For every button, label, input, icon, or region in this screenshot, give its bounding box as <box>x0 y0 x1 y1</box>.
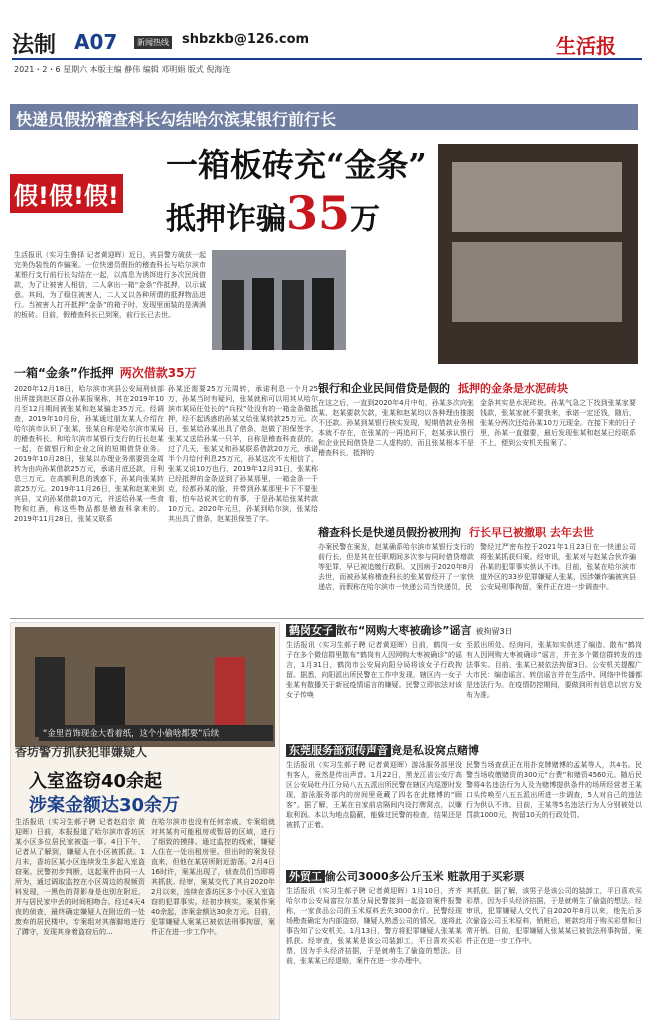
section-title: 法制 <box>12 32 57 58</box>
sec3-col1: 办案民警在案发，赵某确系哈尔滨市某银行支行的前行长，但是其在任职期间多次参与同时借贷增款等犯罪，早已被追缴行政职。又因病于2020年8月去世，而被孙某称稽查科长的张某曾经开了一家快递店，而假称在哈尔滨市一快递公司当快递员，民 <box>318 543 474 591</box>
banner-text: 快递员假扮稽查科长勾结哈尔滨某银行前行长 <box>16 110 337 129</box>
sec2-col1: 在这之后，一直到2020年4月中旬，孙某多次向张某、赵某要款欠款，张某和赵某均以各种理由推脱不还款。孙某到某银行核实发现，短期借款业务根本就不存在，在张某的一再追问下，赵某承认银行和企业民间借贷是二人虚构的，而且张某根本不是稽查科长，抵押的 <box>318 399 474 457</box>
page-number: A07 <box>74 30 118 54</box>
dateline: 2021・2・6 星期六 本版主编 静伟 编辑 邓明娟 版式 倪海连 <box>14 65 231 74</box>
art1-title: 散布“网购大枣被确诊”谣言 <box>336 624 472 637</box>
caption-bar <box>39 725 273 741</box>
art1-col1: 生活报讯（实习生郝子聘 记者黄迎晖）日前，鹤岗一女子在多个微信群里散布“鹤岗有人因网购大枣被确诊”的谣言，1月31日，鹤岗市公安局向阳分局将该女子行政拘留。据悉，向阳派出所民警在工作中发现，辖区内一女子张某有散播关于新冠疫情谣言的嫌疑。民警立即依法对该女子传唤 <box>286 641 462 699</box>
art2-badge: 东莞服务部预传声音 <box>286 744 391 757</box>
theft-col2: 在哈尔滨市也没有任何亲戚，专案组就对其某有可能租房或暂居的区域，进行了细致的摸排。通过监控的线索，嫌疑人住在一处出租房里。但出时的案发径直来，但他在某居所附近游荡。2月4日16时许，案某出现了，侦查员们当即将其抓获。经审，案某交代了其自2020年2月以来，连续在香坊区多个小区入室盗窃的犯罪事实。经初步核实，案某作案40余起，涉案金额达30余万元。目前，犯罪嫌疑人案某已被依法刑事拘留，案件正在进一步工作中。 <box>151 818 275 936</box>
photo-suitcase-brick <box>452 162 622 232</box>
art2-title: 竟是私设窝点赌博 <box>391 744 479 757</box>
art1-note: 被拘留3日 <box>475 627 513 636</box>
art3-col2: 其抓获。据了解，该男子是该公司的装卸工，平日喜欢买彩票，因为手头经济拮据，于是就萌生了偷盗的想法。经审讯，犯罪嫌疑人交代了自2020年8月以来，他先后多次偷盗公司玉米原料，销赃后，赃款均用于购买彩票和日常开销。目前，犯罪嫌疑人张某某已被依法刑事拘留，案件正在进一步工作中。 <box>466 887 642 945</box>
art3-badge: 外贸工 <box>286 870 325 883</box>
theft-head1: 入室盗窃40余起 <box>29 771 163 792</box>
theft-col1: 生活报讯（实习生郝子聘 记者赵启宗 黄迎晖）日前，本报报道了哈尔滨市香坊区某小区多位居民家被盗一事。4日下午，记者从了解到，嫌疑人在小区被抓获。1月末，香坊区某小区连续发生多起入室盗窃案。民警初步判断，这起案件由同一人所为，通过调取监控在小区周边的视频资料发现，一黑色的背影身是也别在附近，并与居民家中丢的时间相吻合。经过4天4夜的侦查，最终确定嫌疑人在附近的一处废弃的居民楼中。专案组对其落脚地进行了蹲守，发现其身着盗窃后的... <box>15 818 145 936</box>
art2-col2: 民警当场查获正在用扑克牌赌博的孟某等人，共4名。民警当场收缴赌资的300元“台费”和赌资4560元。随后民警将4名违法行为人及为赌博提供条件的场所经营者王某口头传唤至八五五派出所进一步调查，5人对自己的违法行为供认不讳。目前，王某等5名违法行为人分别被处以罚款1000元，拘留10天的行政处罚。 <box>466 761 642 819</box>
sec2-title-b: 抵押的金条是水泥砖块 <box>458 382 568 395</box>
masthead-rule <box>12 58 642 60</box>
headline <box>0 134 654 244</box>
horizontal-divider <box>10 618 644 619</box>
art1-badge: 鹤岗女子 <box>286 624 336 637</box>
photo-suitcase <box>438 144 638 364</box>
sec3-title-a: 稽查科长是快递员假扮被刑拘 <box>318 526 461 539</box>
headline-line2 <box>166 186 380 240</box>
photo-figure <box>252 278 274 350</box>
banner <box>10 104 638 130</box>
art3-header <box>286 868 642 884</box>
sec1-col2: 孙某还需要25万元周转，承诺利息一个月25万，孙某当时有疑问，张某就称可以用其从哈尔滨市某局任处长的“兵权”处没有的一箱金条做抵押，经不起诱惑的孙某又给张某转款25万元。次日，张某给孙某出具了借条，赵做了担保签字，张某又送给孙某一只羊，自称是稽查科查获的。过了几天，张某又和孙某联系借款20万元，承诺半个月给付利息25万元，孙某这次不太相信了，张某又说10万也行，2019年12月31日，张某称已经抵押的金条送到了孙某那里，一箱金条一千克，经都孙某的脸，并带到孙某那里卡下不要张看，怕车站说其它的有事，于是孙某给张某转款10万元。2020年元旦，孙某到哈尔滨，张某给其出具了借条，赵某担保签了字。 <box>168 385 318 523</box>
photo-police-group <box>212 250 346 350</box>
sec1-title-a: 一箱“金条”作抵押 <box>14 366 114 380</box>
lead-paragraph: 生活报讯（实习生鲁择 记者黄迎晖）近日，宾县警方破获一起完美伪装性的诈骗案。一位快递员假扮的稽查科长与哈尔滨市某银行支行前行长勾结在一起，以高息为诱饵进行多次民间借款，为了让被害人相信，二人拿出一箱“金条”作抵押，以示诚意。其间，为了稳住被害人，二人又以各种所谓的抵押物品进行。当被害人打开抵押“金条”的箱子时，发现里面装的是满满的板砖。目前，假稽查科长已到案，前行长已去世。 <box>14 251 206 319</box>
sec1-title <box>14 364 196 381</box>
sec2-title <box>318 380 568 396</box>
sec2-col2: 金条其实是水泥砖块。孙某气急之下找到张某家要钱款，张某家就不要我来，承诺一定还钱，随后，张某分两次还给孙某10万元现金。在接下来的日子里，孙某一直催要，最后发现张某和赵某已经联系不上，便到公安机关报案了。 <box>480 399 636 447</box>
headline-line2c: 万 <box>350 202 381 237</box>
sec1-col1: 2020年12月18日，哈尔滨市宾县公安局刑侦部出所接到赵区群众孙某报案称，其在2019年10月至12月期间被张某和赵某骗走35万元。经调查，2019年10月份，孙某通过朋友某人介绍在哈尔滨市认识了张某，张某自称是哈尔滨市某局的稽查科长，和哈尔滨市某银行支行的行长赵某一起，在做银行和企业之间的短期借贷业务。2019年10月28日，张某以办理业务需要资金周转为由向孙某借款25万元，承诺月底还款，月利息三万元。在高额利息的诱惑下，孙某向张某转款25万元。2019年11月26日，张某和赵某来到宾县，又向孙某借款10万元，并送给孙某一些食物和红酒，称这些物品都是稽查科拿来的。2019年11月28日，张某又联系 <box>14 385 164 523</box>
art1-header <box>286 622 642 638</box>
art2-header <box>286 742 642 758</box>
photo-figure <box>222 280 244 350</box>
jia-text: 假!假!假! <box>10 174 123 213</box>
theft-story-box <box>10 622 280 1020</box>
sec3-col2: 警经过严密布控于2021年1月23日在一快递公司将张某抓获归案。经审讯，张某对与赵某合伙诈骗孙某的犯罪事实供认不讳。目前，张某在哈尔滨市道外区的33岁犯罪嫌疑人张某，因涉嫌诈骗被宾县公安局刑事拘留，案件正在进一步调查中。 <box>480 543 636 591</box>
art2-col1: 生活报讯（实习生郝子聘 记者黄迎晖）游泳服务部里没有客人，竟然是传出声音。1月22日，黑龙江省公安厅高区公安局牡丹江分局八五五派出所民警在辖区内巡逻时发现，游泳服务部内的房间里竟藏了四名在此赌博的“顾客”。据了解，王某在自家前店隔间内设打牌窝点，以赚取利润。本以为地点隐蔽，能躲过民警的检查，结果还是被抓了正着。 <box>286 761 462 829</box>
hotline-badge: 新闻热线 <box>134 36 172 49</box>
art1-col2: 至派出所处。经询问，张某如实供述了编造、散布“鹤岗有人因网购大枣被确诊”谣言，并在多个微信群转发的违法事实。目前，张某已被依法拘留3日。公安机关提醒广大市民：编造谣言、转信谣言并在生活中、网络中传播都是违法行为。在疫情防控期间，要做到所有信息以官方发布为准。 <box>466 641 642 699</box>
sec3-title <box>318 524 594 540</box>
caption-text: “金里首饰现金大看着纸，这个小偷啥都要”后续 <box>43 728 220 738</box>
art3-col1: 生活报讯（实习生郝子聘 记者黄迎晖）1月10日，齐齐哈尔市公安局富拉尔基分局民警接到一起盗窃案件报警称，一家食品公司的玉米原料丢失3000余斤。民警经现场勘查确定为内部盗窃，嫌疑人熟悉公司的情况，遂将此事告知了公安机关。1月13日，警方将犯罪嫌疑人张某某抓获。经审查，张某某是该公司装卸工，平日喜欢买彩票，因为手头经济拮据，于是就萌生了偷盗的想法。目前，张某某已经退赔，案件在进一步办理中。 <box>286 887 462 965</box>
sec2-title-a: 银行和企业民间借贷是假的 <box>318 382 450 395</box>
paper-logo: 生活报 <box>556 34 616 58</box>
masthead <box>0 0 654 80</box>
headline-line1: 一箱板砖充“金条” <box>166 146 427 184</box>
email[interactable]: shbzkb@126.com <box>182 32 310 47</box>
art3-title: 偷公司3000多公斤玉米 赃款用于买彩票 <box>325 870 525 883</box>
sec3-title-b: 行长早已被撤职 去年去世 <box>469 526 594 539</box>
theft-head2: 涉案金额达30余万 <box>29 795 181 816</box>
location-text: 香坊警方抓获犯罪嫌疑人 <box>15 745 148 759</box>
headline-number: 35 <box>286 186 351 240</box>
photo-figure <box>312 278 334 350</box>
photo-suitcase-brick <box>452 242 622 322</box>
sec1-title-b: 两次借款35万 <box>119 366 197 380</box>
headline-line2a: 抵押诈骗 <box>166 202 286 237</box>
photo-figure <box>282 280 304 350</box>
